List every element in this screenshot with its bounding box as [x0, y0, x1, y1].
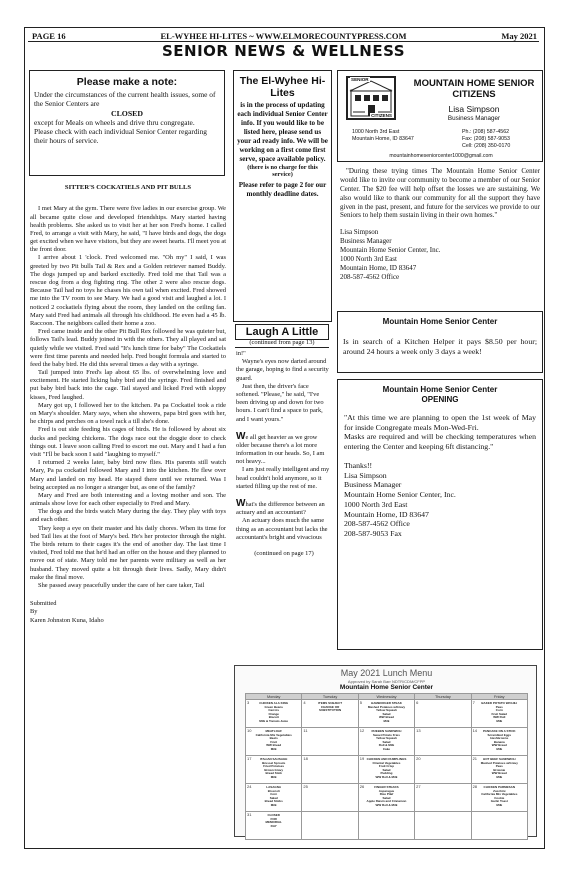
- mh-org-name: MOUNTAIN HOME SENIOR CITIZENS: [413, 78, 535, 101]
- menu-date: 18: [303, 756, 308, 761]
- laugh-p1: in!": [236, 350, 246, 357]
- menu-date: 11: [303, 728, 308, 733]
- menu-items: LASAGNA Broccoli Corn Salad Bread Sticks Milk: [264, 785, 283, 807]
- menu-day-cell: [415, 700, 471, 728]
- hilites-notice: [233, 70, 332, 322]
- opening-sig-fax: 208-587-9053 Fax: [344, 529, 402, 539]
- menu-items: ITEMS SUBJECT CHANGE OR SUBSTITUTION: [318, 701, 343, 713]
- mh-address-line1: 1000 North 3rd East: [352, 129, 400, 135]
- opening-text2: Masks are required and will be checking temperatures when entering the Center and keeping 6ft distancing.": [344, 432, 536, 452]
- menu-date: 6: [416, 700, 419, 705]
- note-line3: Please check with each individual Senior Center regarding their hours of service.: [34, 126, 208, 145]
- menu-date: 5: [359, 700, 363, 705]
- menu-day-header: Monday: [246, 694, 302, 700]
- opening-notice: [337, 379, 543, 650]
- menu-items: PANCAKE ON A STICK Scrambled Eggs Hashbrowns Banana WW Bread Milk: [483, 729, 516, 751]
- laugh-title: Laugh A Little: [235, 324, 329, 340]
- note-box: [29, 70, 225, 176]
- menu-date: 28: [472, 784, 478, 789]
- opening-sig-street: 1000 North 3rd East: [344, 499, 408, 509]
- publication-name: EL-WYHEE HI-LITES ~ WWW.ELMORECOUNTYPRESS.COM: [160, 31, 407, 41]
- laugh-p5: I am just really intelligent and my head couldn't hold anymore, so it started filling up the rest of me.: [236, 466, 330, 490]
- hilites-no-charge: (there is no charge for this service): [247, 163, 318, 179]
- hilites-body: is in the process of updating each individual Senior Center info. If you would like to be listed here, please send us your ad ready info. We will be working on a first come first serve, space available policy.: [237, 101, 328, 163]
- mh-person: Lisa Simpson: [448, 104, 500, 114]
- menu-week-row: [246, 700, 528, 728]
- menu-day-cell: [415, 756, 471, 784]
- story-paragraph: I met Mary at the gym. There were five ladies in our exercise group. We all became quite close and developed friendships. Mary started having health problems. She asked us to visit her at her son Fred's home. I called Fred, to arrange a visit with Mary, he said, "I have birds and dogs, the dogs get excited when we have visitors, but they are sweet hearts. I'll meet you at the front door.: [30, 205, 226, 254]
- menu-center-name: Mountain Home Senior Center: [339, 684, 434, 691]
- menu-date: 25: [303, 784, 308, 789]
- membership-quote: [340, 167, 540, 282]
- menu-day-header: Thursday: [415, 694, 471, 700]
- menu-items: [415, 700, 470, 702]
- story-paragraph: I returned 2 weeks later, baby bird now flies. His parents still watch Mary, Pa pa cockatiel followed Mary and I into the kitchen. He flew over Mary and landed on my head. He stayed there until we returned. Was I being accepted as no longer a stranger but, as one of the family?: [30, 459, 226, 491]
- story-paragraph: The dogs and the birds watch Mary during the day. They play with toys and each other.: [30, 508, 226, 524]
- menu-day-header: Wednesday: [358, 694, 414, 700]
- story-submitted: Submitted: [30, 600, 57, 608]
- menu-day-cell: [358, 728, 414, 756]
- menu-date: 10: [247, 728, 252, 733]
- laugh-column: [236, 350, 332, 558]
- menu-items: [415, 784, 470, 786]
- quote-sig-org: Mountain Home Senior Center, Inc.: [340, 246, 441, 254]
- mh-email: mountainhomeseniorcenter1000@gmail.com: [389, 153, 493, 159]
- menu-items: [472, 812, 527, 814]
- opening-sig-role: Business Manager: [344, 480, 402, 490]
- menu-date: 26: [359, 784, 365, 789]
- opening-text1: "At this time we are planning to open the 1st week of May for inside Congregate meals Mon-Wed-Fri.: [344, 413, 536, 432]
- mh-cell: Cell: (208) 350-0170: [462, 142, 511, 149]
- menu-table: [245, 693, 528, 840]
- hilites-title: The El-Wyhee Hi-Lites: [239, 75, 326, 100]
- menu-day-cell: [246, 756, 302, 784]
- page-number: PAGE 16: [32, 31, 66, 41]
- quote-sig-street: 1000 North 3rd East: [340, 254, 397, 263]
- helper-title: Mountain Home Senior Center: [382, 317, 498, 326]
- quote-sig-phone: 208-587-4562 Office: [340, 272, 400, 281]
- menu-items: ITALIAN SAUSAGE Brussel Sprouts Fried Potatoes Brown Gravy Bread Stick Milk: [260, 757, 288, 779]
- menu-date: 13: [416, 728, 421, 733]
- quote-text: "During these trying times The Mountain Home Senior Center would like to invite our community to become a member of our Senior Center. The $20 fee will help offset the losses we are sustaining. We also would like to thank our community for all the support they have given in the past, present, and future for the services we provide to our Seniors to help them sustain living in their own homes.": [340, 167, 540, 220]
- menu-day-cell: [471, 756, 527, 784]
- menu-items: BAKED POTATO W/CHILI Peas Corn Fruit Salad WW Roll Milk: [481, 701, 518, 723]
- menu-items: FINGER STEAKS Asparagus Rice Pilaf Salad Apple Raisin and Cinnamon WW Roll & Milk: [366, 785, 407, 807]
- note-line2: except for Meals on wheels and drive thru congregate.: [34, 117, 195, 127]
- menu-items: RUEBEN SANDWICH Sweet Potato Fries Yellow Squash Salad Roll & Milk Cake: [371, 729, 402, 751]
- mh-address: [352, 129, 414, 143]
- laugh-p2: Wayne's eyes now darted around the garage, hoping to find a security guard.: [236, 358, 329, 382]
- menu-date: 14: [472, 728, 478, 733]
- menu-items: CHICKEN AND DUMPLINGS Oriental Vegetables Fruit Crisp Salad Pudding WW Roll & Milk: [366, 757, 407, 779]
- issue-date: May 2021: [501, 31, 537, 41]
- menu-date: 21: [472, 756, 478, 761]
- menu-date: 17: [247, 756, 252, 761]
- menu-week-row: [246, 812, 528, 840]
- story-paragraph: Tail jumped into Fred's lap about 65 lbs. of overwhelming love and excitement. He started licking baby bird and the syringe. Fred finished and put baby bird back into the cage. Tail stayed and licked Fred with sloppy kisses, Fred laughed.: [30, 369, 226, 401]
- laugh-p6: [236, 499, 332, 517]
- quote-sig-name: Lisa Simpson: [340, 228, 379, 237]
- note-line1: Under the circumstances of the current health issues, some of the Senior Centers are: [34, 90, 216, 109]
- menu-date: 31: [247, 812, 252, 817]
- laugh-p3: Just then, the driver's face softened. "Please," he said, "I've been driving up and down for two hours. I can't find a space to park, and I want yours.": [236, 382, 324, 423]
- story-title: SITTER'S COCKATIELS AND PIT BULLS: [64, 184, 192, 191]
- mh-address-line2: Mountain Home, ID 83647: [352, 135, 414, 142]
- menu-day-cell: [302, 700, 358, 728]
- menu-subtitle: Approved by Sarah Barr NDTR/CDM/CFPP: [347, 679, 426, 684]
- menu-date: 20: [416, 756, 421, 761]
- menu-week-row: [246, 728, 528, 756]
- menu-day-cell: [415, 784, 471, 812]
- menu-day-cell: [471, 700, 527, 728]
- laugh-p7: An actuary does much the same thing as an accountant but lacks the accountant's bright and vivacious: [236, 517, 328, 541]
- menu-items: [415, 728, 470, 730]
- opening-signature: [344, 461, 536, 539]
- menu-date: 19: [359, 756, 365, 761]
- opening-sig-name: Lisa Simpson: [344, 470, 387, 480]
- opening-sig-city: Mountain Home, ID 83647: [344, 509, 429, 519]
- mh-role: Business Manager: [447, 115, 501, 122]
- menu-day-header: Tuesday: [302, 694, 358, 700]
- story-body: [30, 205, 226, 590]
- menu-date: 4: [303, 700, 306, 705]
- menu-items: [302, 728, 357, 730]
- story-paragraph: Fred came inside and the other Pit Bull Rex followed he was quieter but, follows Tail's lead. Buddy joined in with the others. They all played and sat quietly while we visited. Fred said "It's lunch time for baby" The Cockatiels were first time parents and needed help. Fred bought formula and started to feed the baby bird. He did this several times a day with a syringe.: [30, 328, 226, 368]
- menu-day-header: Friday: [471, 694, 527, 700]
- menu-day-cell: [302, 728, 358, 756]
- laugh-continued-to: (continued on page 17): [254, 549, 314, 557]
- menu-day-cell: [358, 700, 414, 728]
- menu-items: [415, 756, 470, 758]
- mh-fax: Fax: (208) 587-9053: [462, 135, 510, 142]
- section-title: SENIOR NEWS & WELLNESS: [161, 42, 406, 60]
- menu-date: 3: [247, 700, 250, 705]
- story-paragraph: She passed away peacefully under the care of her care taker, Tail: [38, 581, 205, 589]
- menu-day-cell: [358, 812, 414, 840]
- quote-sig-city: Mountain Home, ID 83647: [340, 263, 417, 272]
- menu-day-cell: [302, 784, 358, 812]
- menu-items: CHICKEN ALA KING Green Beans Carrots Orange Biscuit Milk & Tomato Juice: [259, 701, 289, 723]
- menu-day-cell: [415, 812, 471, 840]
- menu-items: CHICKEN PARMESAN Zucchini California Mix Vegetables Cookie Garlic Toast Milk: [481, 785, 518, 807]
- opening-sig-org: Mountain Home Senior Center, Inc.: [344, 490, 456, 500]
- opening-thanks: Thanks!!: [344, 460, 373, 470]
- menu-items: CLOSED FOR MEMORIAL DAY: [265, 813, 282, 828]
- quote-signature: [340, 228, 540, 281]
- story-paragraph: Mary and Fred are both interesting and a loving mother and son. The animals show love for each other especially to Fred and Mary.: [30, 491, 226, 508]
- menu-date: 27: [416, 784, 421, 789]
- menu-day-cell: [246, 784, 302, 812]
- story-paragraph: Mary got up, I followed her to the kitchen. Pa pa Cockatiel took a ride on Mary's shoulder. Mary says, when she showers, papa bird goes with her, he chirps and perches on a towel rack a till she's done.: [30, 401, 226, 426]
- senior-citizens-logo: [346, 76, 396, 120]
- mh-phone: Ph.: (208) 587-4562: [462, 129, 510, 135]
- kitchen-helper-ad: [337, 311, 543, 373]
- helper-text: Is in search of a Kitchen Helper it pays $8.50 per hour; around 24 hours a week only 3 days a week!: [343, 337, 537, 356]
- menu-items: [302, 784, 357, 786]
- menu-items: [302, 812, 357, 814]
- menu-items: MEATLOAF California Mix Vegetables Beets Fruit WW Bread Milk: [255, 729, 292, 751]
- menu-day-cell: [471, 812, 527, 840]
- laugh-p6-text: hat's the difference between an actuary and an accountant?: [236, 501, 325, 517]
- menu-title: May 2021 Lunch Menu: [340, 668, 433, 678]
- menu-date: 7: [472, 700, 475, 705]
- story-article: [30, 184, 226, 625]
- logo-text-bottom: CITIZENS: [371, 113, 392, 118]
- menu-body: [246, 700, 528, 840]
- building-icon: [348, 78, 394, 118]
- dropcap-w: W: [236, 430, 246, 442]
- quote-sig-role: Business Manager: [340, 237, 392, 246]
- menu-items: HOT BEEF SANDWICH Mashed Potatoes w/Gravy Peas Brownie WW Bread Milk: [480, 757, 518, 779]
- mh-phones: [462, 129, 510, 150]
- opening-subtitle: OPENING: [421, 395, 459, 404]
- laugh-p4: [236, 432, 332, 467]
- laugh-continued-from: (continued from page 13): [235, 339, 329, 348]
- menu-day-cell: [358, 784, 414, 812]
- story-by: By: [30, 608, 38, 616]
- menu-date: 12: [359, 728, 365, 733]
- menu-day-cell: [358, 756, 414, 784]
- menu-items: [415, 812, 470, 814]
- menu-items: [359, 812, 414, 814]
- menu-day-cell: [302, 812, 358, 840]
- hilites-deadline: Please refer to page 2 for our monthly deadline dates.: [238, 180, 327, 198]
- laugh-p4-text: e all get heavier as we grow older because there's a lot more information in our heads. So, I am not heavy...: [236, 433, 325, 466]
- menu-items: [302, 756, 357, 758]
- menu-date: 24: [247, 784, 252, 789]
- menu-day-cell: [302, 756, 358, 784]
- menu-week-row: [246, 784, 528, 812]
- opening-sig-phone: 208-587-4562 Office: [344, 519, 410, 529]
- opening-title: Mountain Home Senior Center: [382, 385, 498, 394]
- mountain-home-business-card: [337, 70, 543, 162]
- menu-day-cell: [246, 812, 302, 840]
- dropcap-w2: W: [236, 498, 246, 509]
- story-author: Karen Johnston Kuna, Idaho: [30, 616, 104, 624]
- story-paragraph: I arrive about 1 'clock. Fred welcomed me. "Oh my" I said, I was greeted by two Pit bulls Tail & Rex and a Golden retriever named Buddy. The dogs jumped up and barked excitedly. Fred told me that Tail was a rescue dog from a dog fighting ring. The other 2 were also rescue dogs. Because Tail had no toys he chases his own tail when excited. Fred showed me into the TV room to see Mary. We had a good visit and laughed a lot. I noticed 2 cockatiels flying about the room, they landed on the ceiling fan. Mary said Fred had animals all through his childhood. He even had a 45 lb. Raccoon. The neighbors called their home a zoo.: [30, 254, 226, 327]
- menu-day-cell: [471, 784, 527, 812]
- menu-day-cell: [246, 728, 302, 756]
- story-paragraph: Fred is out side feeding his cages of birds. He is followed by about six ducks and pecking chickens. The dogs race out the doggie door to check things out. I leave soon calling Fred to escort me out. Mary and I had a fun visit "I'll be back soon I said "laughing to myself.": [30, 426, 226, 458]
- lunch-menu: [234, 665, 537, 837]
- story-paragraph: They keep a eye on their master and his daily chores. When its time for bed Tail lies at the foot of Mary's bed. He's her protector through the night. The birds return to their cages it's the end of another day. The last time I visited, Fred told me that he'd had an offer on the house and they planned to move out of state. Mary told me her parents were military as well as her husband. They moved quite a bit through their lives. Sadly, Mary didn't make the final move.: [30, 524, 226, 581]
- note-closed: CLOSED: [110, 108, 144, 118]
- menu-day-cell: [415, 728, 471, 756]
- logo-text-top: SENIOR: [351, 77, 369, 82]
- menu-items: HAMBURGER STEAK Mashed Potatoes w/Gravy Yellow Squash Salad WW Bread Milk: [367, 701, 406, 723]
- menu-day-cell: [246, 700, 302, 728]
- note-title: Please make a note:: [76, 76, 178, 88]
- menu-day-cell: [471, 728, 527, 756]
- menu-week-row: [246, 756, 528, 784]
